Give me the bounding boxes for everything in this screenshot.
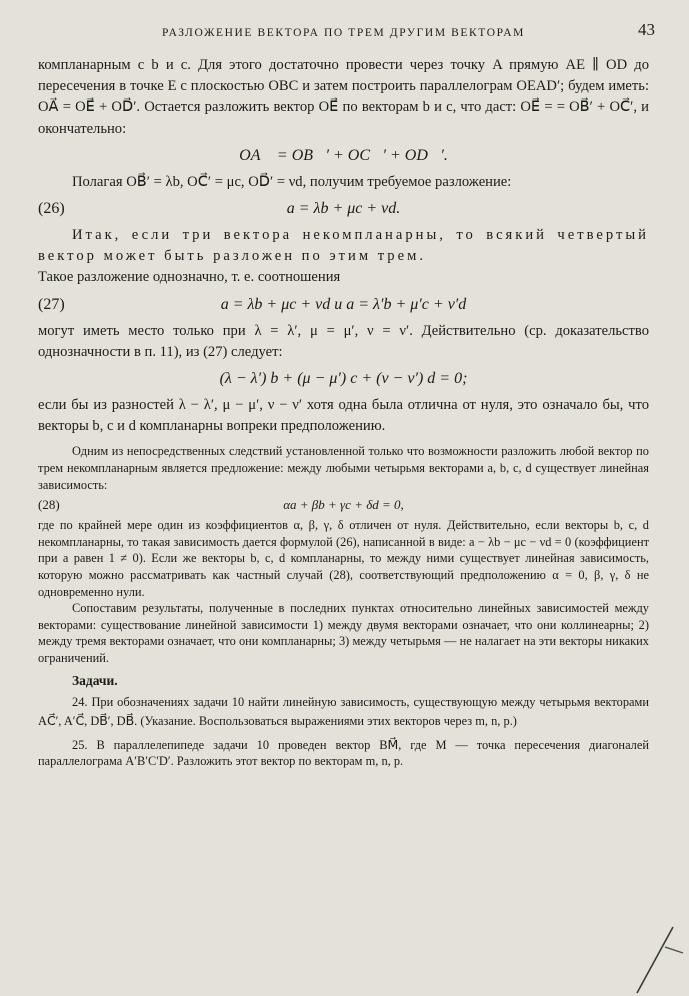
- equation-28-label: (28): [38, 497, 60, 513]
- task-24: 24. При обозначениях задачи 10 найти линейную зависимость, существующую между четырьмя векторами AC⃗′, A′C⃗, DB⃗′, DB⃗. (Указание. Воспользоваться выражениями этих векторов через m, n, p.): [38, 694, 649, 728]
- paragraph-6: Одним из непосредственных следствий установленной только что возможности разложить любой вектор по трем некомпланарным является предложение: между любыми четырьмя векторами a, b, c, d существует линейная зависимость:: [38, 444, 649, 492]
- equation-26-body: a = λb + μc + νd.: [286, 200, 401, 218]
- equation-oa: OA⃗ = OB⃗′ + OC⃗′ + OD⃗′.: [239, 146, 448, 164]
- paragraph-7: где по крайней мере один из коэффициентов α, β, γ, δ отличен от нуля. Действительно, если векторы b, c, d некомпланарны, то такая зависимость дается формулой (26), написанной в виде: a − λb − μc − νd = 0 (коэффициент при a равен 1 ≠ 0). Если же векторы b, c, d компланарны, то между ними существует линейная зависимость, которую можно рассматривать как частный случай (28), соответствующий предположению α = 0, β, γ, δ не одновременно нули.: [38, 518, 649, 599]
- equation-28: [38, 493, 649, 517]
- page-number: 43: [638, 20, 655, 39]
- paragraph-2: Полагая OB⃗′ = λb, OC⃗′ = μc, OD⃗′ = νd, получим требуемое разложение:: [72, 173, 512, 190]
- equation-28-body: αa + βb + γc + δd = 0,: [283, 497, 404, 513]
- tasks-heading: Задачи.: [72, 672, 118, 688]
- pencil-stroke: [637, 927, 673, 993]
- paragraph-5: если бы из разностей λ − λ′, μ − μ′, ν − ν′ хотя одна была отлична от нуля, это означало бы, что векторы b, c и d компланарны вопреки предположению.: [38, 397, 649, 435]
- paragraph-8: Сопоставим результаты, полученные в последних пунктах относительно линейных зависимостей между векторами: существование линейной зависимости 1) между двумя векторами означает, что они коллинеарны; 2) между тремя векторами означает, что они компланарны; 3) между четырьмя — не налагает на эти векторы никаких ограничений.: [38, 601, 649, 665]
- pencil-stroke-short: [665, 947, 683, 953]
- paragraph-1: компланарным с b и c. Для этого достаточно провести через точку A прямую AE ∥ OD до пересечения в точке E с плоскостью OBC и затем построить параллелограм OEAD′; будем иметь: OA⃗ = OE⃗ + OD⃗′. Остается разложить вектор OE⃗ по векторам b и c, что даст: OE⃗ = = OB⃗′ + OC⃗′, и окончательно:: [38, 57, 649, 137]
- equation-27: [38, 289, 649, 321]
- paragraph-3a: [38, 225, 649, 267]
- paragraph-3b: Такое разложение однозначно, т. е. соотношения: [38, 269, 341, 286]
- equation-26-label: (26): [38, 200, 65, 218]
- page-header: [38, 20, 655, 55]
- task-25: 25. В параллелепипеде задачи 10 проведен вектор BM⃗, где M — точка пересечения диагоналей параллелограма A′B′C′D′. Разложить этот вектор по векторам m, n, p.: [38, 737, 649, 769]
- pencil-mark: [625, 925, 685, 995]
- equation-26: [38, 193, 649, 225]
- paragraph-4: могут иметь место только при λ = λ′, μ = μ′, ν = ν′. Действительно (ср. доказательство однозначности в п. 11), из (27) следует:: [38, 322, 649, 360]
- equation-27-body: a = λb + μc + νd и a = λ′b + μ′c + ν′d: [220, 295, 467, 313]
- theorem-statement: Итак, если три вектора некомпланарны, то всякий четвертый вектор может быть разложен по этим трем.: [38, 227, 649, 265]
- equation-difference: (λ − λ′) b + (μ − μ′) c + (ν − ν′) d = 0;: [219, 370, 468, 388]
- running-title: РАЗЛОЖЕНИЕ ВЕКТОРА ПО ТРЕМ ДРУГИМ ВЕКТОРАМ: [162, 27, 525, 39]
- equation-27-label: (27): [38, 295, 65, 313]
